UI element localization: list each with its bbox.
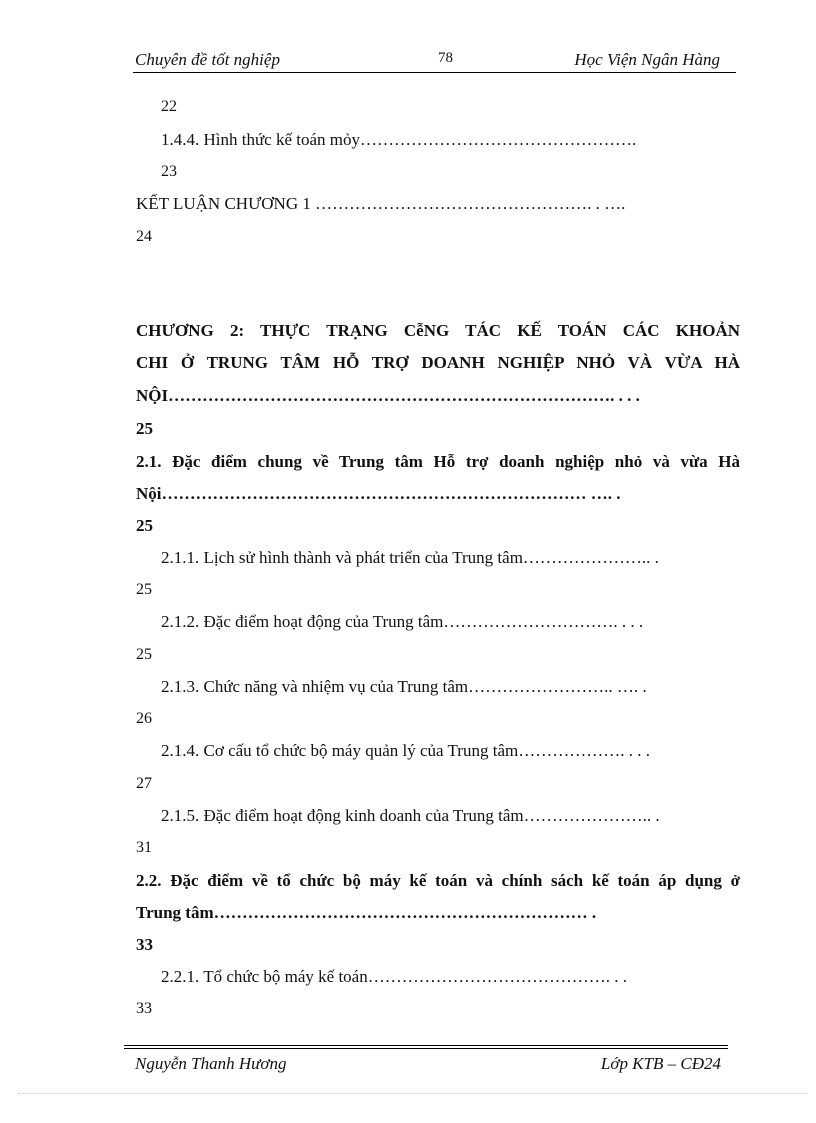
- toc-section-2-1-line-1: 2.1. Đặc điểm chung về Trung tâm Hỗ trợ doanh nghiệp nhỏ và vừa Hà: [136, 452, 740, 471]
- toc-page-number: 25: [136, 646, 152, 663]
- page-header: [133, 48, 736, 72]
- toc-entry-1-4-4: 1.4.4. Hình thức kế toán mỏy………………………………………….: [161, 130, 637, 149]
- toc-page-number: 31: [136, 839, 152, 856]
- footer-rule-double: [124, 1048, 728, 1049]
- header-institution: Học Viện Ngân Hàng: [574, 50, 720, 69]
- toc-entry-2-1-3: 2.1.3. Chức năng và nhiệm vụ của Trung tâm…………………….. …. .: [161, 677, 647, 696]
- toc-page-number: 33: [136, 935, 153, 954]
- toc-entry-ket-luan-chuong-1: KẾT LUẬN CHƯƠNG 1 …………………………………………. . ….: [136, 194, 626, 213]
- toc-page-number: 25: [136, 581, 152, 598]
- toc-page-number: 26: [136, 710, 152, 727]
- toc-entry-2-2-1: 2.2.1. Tổ chức bộ máy kế toán……………………………………. . .: [161, 967, 627, 986]
- toc-entry-2-1-5: 2.1.5. Đặc điểm hoạt động kinh doanh của Trung tâm………………….. .: [161, 806, 660, 825]
- toc-page-number: 25: [136, 516, 153, 535]
- toc-entry-2-1-1: 2.1.1. Lịch sử hình thành và phát triển của Trung tâm………………….. .: [161, 548, 659, 567]
- footer-rule: [124, 1045, 728, 1046]
- toc-section-2-1-line-2: Nội………………………………………………………………… …. .: [136, 484, 621, 503]
- toc-entry-2-1-4: 2.1.4. Cơ cấu tổ chức bộ máy quản lý của Trung tâm………………. . . .: [161, 741, 650, 760]
- footer-author: Nguyễn Thanh Hương: [135, 1054, 287, 1073]
- toc-section-2-2-line-2: Trung tâm………………………………………………………… .: [136, 903, 597, 922]
- toc-page-number: 23: [161, 163, 177, 180]
- page-footer: [133, 1054, 723, 1078]
- toc-section-2-2-line-1: 2.2. Đặc điểm về tổ chức bộ máy kế toán và chính sách kế toán áp dụng ở: [136, 871, 740, 890]
- header-page-number: 78: [438, 50, 453, 66]
- toc-entry-2-1-2: 2.1.2. Đặc điểm hoạt động của Trung tâm…………………………. . . .: [161, 612, 644, 631]
- toc-page-number: 27: [136, 775, 152, 792]
- toc-page-number: 24: [136, 228, 152, 245]
- toc-chapter-2-line-3: NỘI……………………………………………………………………. . . .: [136, 386, 640, 405]
- toc-page-number: 25: [136, 419, 153, 438]
- toc-page-number: 33: [136, 1000, 152, 1017]
- toc-chapter-2-line-1: CHƯƠNG 2: THỰC TRẠNG CễNG TÁC KẾ TOÁN CÁC KHOẢN: [136, 321, 740, 340]
- header-document-type: Chuyên đề tốt nghiệp: [135, 50, 280, 69]
- toc-page-number: 22: [161, 98, 177, 115]
- page-bottom-edge: [18, 1093, 808, 1094]
- toc-chapter-2-line-2: CHI Ở TRUNG TÂM HỖ TRỢ DOANH NGHIỆP NHỎ VÀ VỪA HÀ: [136, 353, 740, 372]
- header-rule: [133, 72, 736, 73]
- footer-class: Lớp KTB – CĐ24: [600, 1054, 721, 1073]
